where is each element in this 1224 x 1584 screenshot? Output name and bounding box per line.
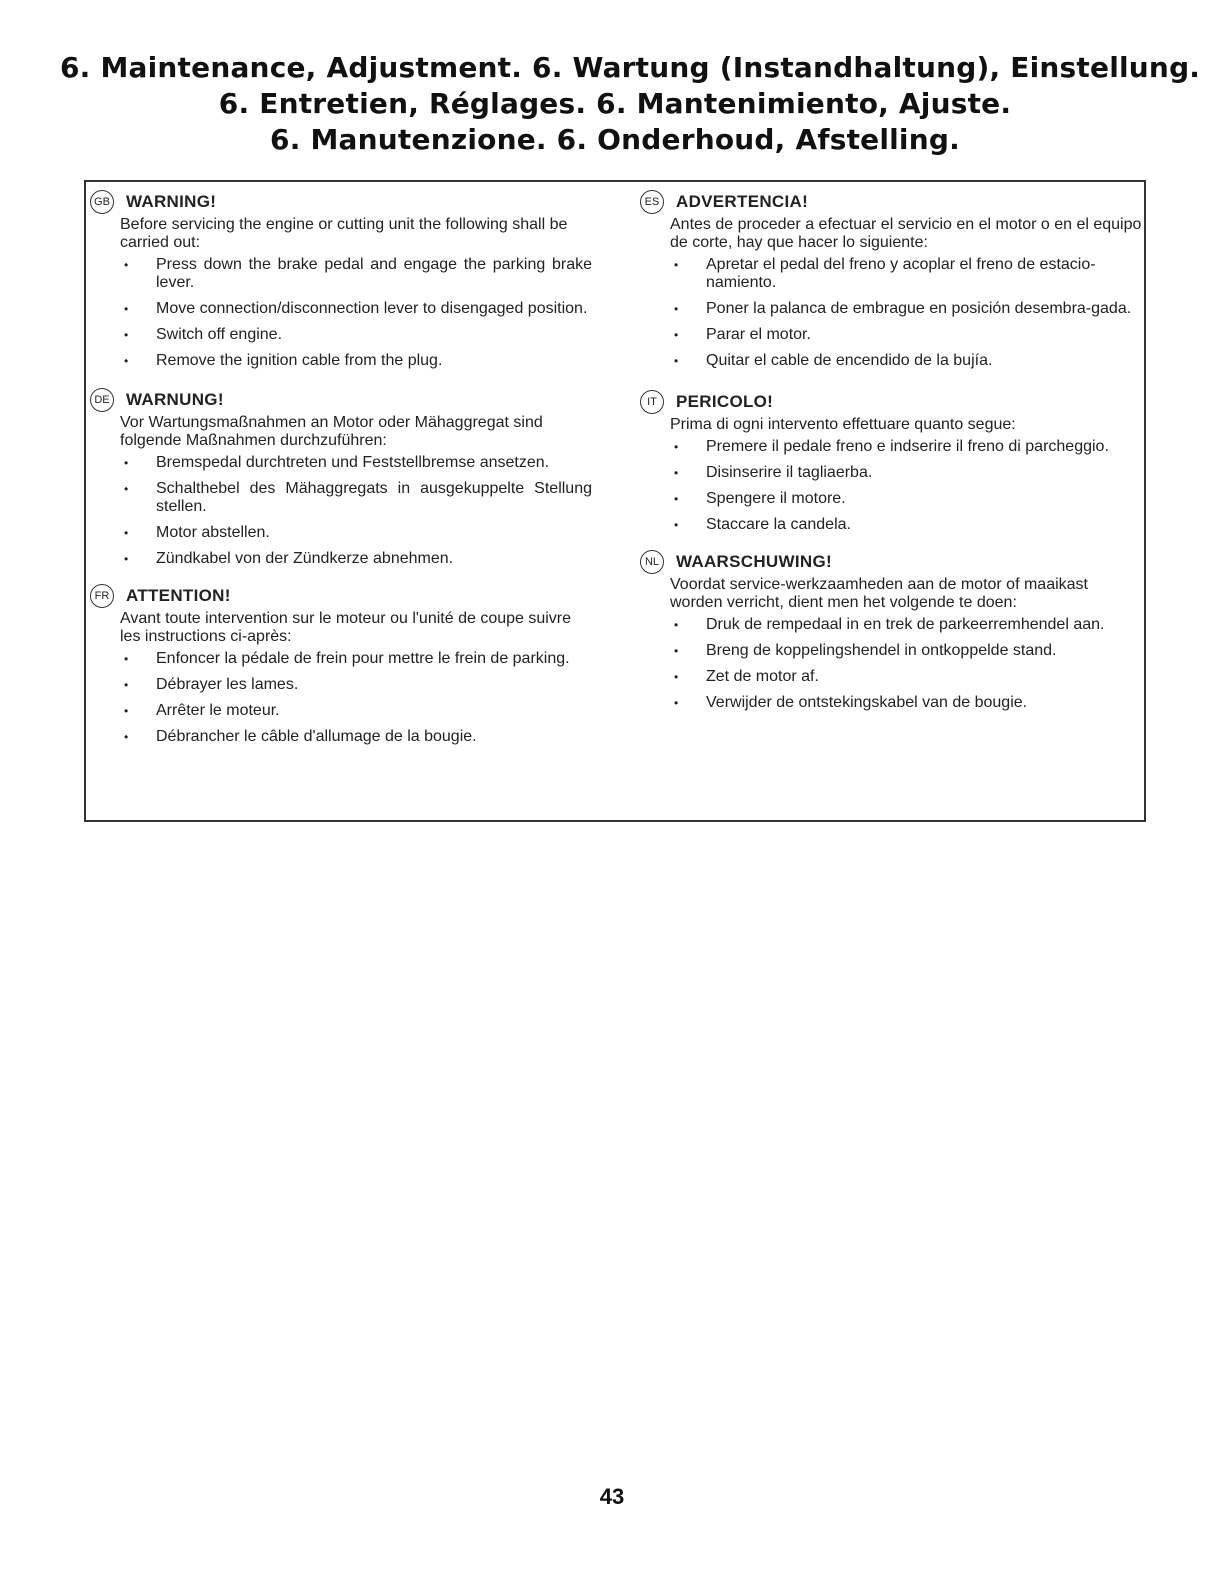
list-item: • Spengere il motore.	[640, 490, 1144, 508]
bullet-list	[90, 256, 592, 370]
section-header	[640, 188, 1144, 216]
bullet-list	[640, 616, 1144, 712]
section-de	[90, 386, 592, 568]
language-badge-icon: ES	[640, 190, 664, 214]
section-intro: Avant toute intervention sur le moteur ou l'unité de coupe suivre les instructions ci-après:	[120, 610, 572, 645]
section-intro: Vor Wartungsmaßnahmen an Motor oder Mähaggregat sind folgende Maßnahmen durchzuführen:	[120, 414, 543, 449]
section-nl	[640, 548, 1144, 712]
list-item: • Débrayer les lames.	[90, 676, 592, 694]
title-line-1: 6. Maintenance, Adjustment. 6. Wartung (Instandhaltung), Einstellung.	[60, 51, 1201, 84]
list-item: • Motor abstellen.	[90, 524, 592, 542]
section-es	[640, 188, 1144, 370]
bullet-list	[640, 256, 1144, 370]
section-intro: Prima di ogni intervento effettuare quanto segue:	[670, 416, 1016, 433]
list-item: • Verwijder de ontstekingskabel van de bougie.	[640, 694, 1144, 712]
section-fr	[90, 582, 592, 746]
list-item: • Zet de motor af.	[640, 668, 1144, 686]
section-heading: WARNUNG!	[126, 390, 224, 409]
list-item: • Disinserire il tagliaerba.	[640, 464, 1144, 482]
section-intro: Before servicing the engine or cutting unit the following shall be carried out:	[120, 216, 568, 251]
language-badge-icon: GB	[90, 190, 114, 214]
list-item: • Press down the brake pedal and engage the parking brake lever.	[90, 256, 592, 292]
section-heading: WAARSCHUWING!	[676, 552, 832, 571]
section-header	[90, 582, 592, 610]
section-intro: Antes de proceder a efectuar el servicio en el motor o en el equipo de corte, hay que hacer lo siguiente:	[670, 216, 1142, 251]
list-item: • Apretar el pedal del freno y acoplar el freno de estacio-namiento.	[640, 256, 1144, 292]
title-line-2: 6. Entretien, Réglages. 6. Mantenimiento, Ajuste.	[218, 87, 1012, 120]
section-heading: ADVERTENCIA!	[676, 192, 809, 211]
list-item: • Enfoncer la pédale de frein pour mettre le frein de parking.	[90, 650, 592, 668]
section-heading: ATTENTION!	[126, 586, 231, 605]
section-heading: PERICOLO!	[676, 392, 774, 411]
section-it	[640, 388, 1144, 534]
list-item: • Breng de koppelingshendel in ontkoppelde stand.	[640, 642, 1144, 660]
language-badge-icon: IT	[640, 390, 664, 414]
language-badge-icon: DE	[90, 388, 114, 412]
title-line-3: 6. Manutenzione. 6. Onderhoud, Afstelling.	[270, 123, 960, 156]
warning-box	[84, 180, 1146, 822]
list-item: • Bremspedal durchtreten und Feststellbremse ansetzen.	[90, 454, 592, 472]
list-item: • Remove the ignition cable from the plug.	[90, 352, 592, 370]
list-item: • Quitar el cable de encendido de la bujía.	[640, 352, 1144, 370]
bullet-list	[90, 650, 592, 746]
list-item: • Débrancher le câble d'allumage de la bougie.	[90, 728, 592, 746]
list-item: • Premere il pedale freno e indserire il freno di parcheggio.	[640, 438, 1144, 456]
section-gb	[90, 188, 592, 370]
language-badge-icon: NL	[640, 550, 664, 574]
section-heading: WARNING!	[126, 192, 217, 211]
right-column	[640, 188, 1144, 726]
page-number: 43	[599, 1484, 625, 1509]
language-badge-icon: FR	[90, 584, 114, 608]
section-header	[640, 388, 1144, 416]
list-item: • Druk de rempedaal in en trek de parkeerremhendel aan.	[640, 616, 1144, 634]
section-header	[90, 386, 592, 414]
section-header	[90, 188, 592, 216]
bullet-list	[90, 454, 592, 568]
section-header	[640, 548, 1144, 576]
section-intro: Voordat service-werkzaamheden aan de motor of maaikast worden verricht, dient men het volgende te doen:	[670, 576, 1088, 611]
left-column	[90, 188, 592, 760]
list-item: • Zündkabel von der Zündkerze abnehmen.	[90, 550, 592, 568]
list-item: • Arrêter le moteur.	[90, 702, 592, 720]
list-item: • Switch off engine.	[90, 326, 592, 344]
list-item: • Staccare la candela.	[640, 516, 1144, 534]
list-item: • Schalthebel des Mähaggregats in ausgekuppelte Stellung stellen.	[90, 480, 592, 516]
bullet-list	[640, 438, 1144, 534]
list-item: • Move connection/disconnection lever to disengaged position.	[90, 300, 592, 318]
list-item: • Parar el motor.	[640, 326, 1144, 344]
page-title	[60, 50, 1201, 158]
list-item: • Poner la palanca de embrague en posición desembra-gada.	[640, 300, 1144, 318]
